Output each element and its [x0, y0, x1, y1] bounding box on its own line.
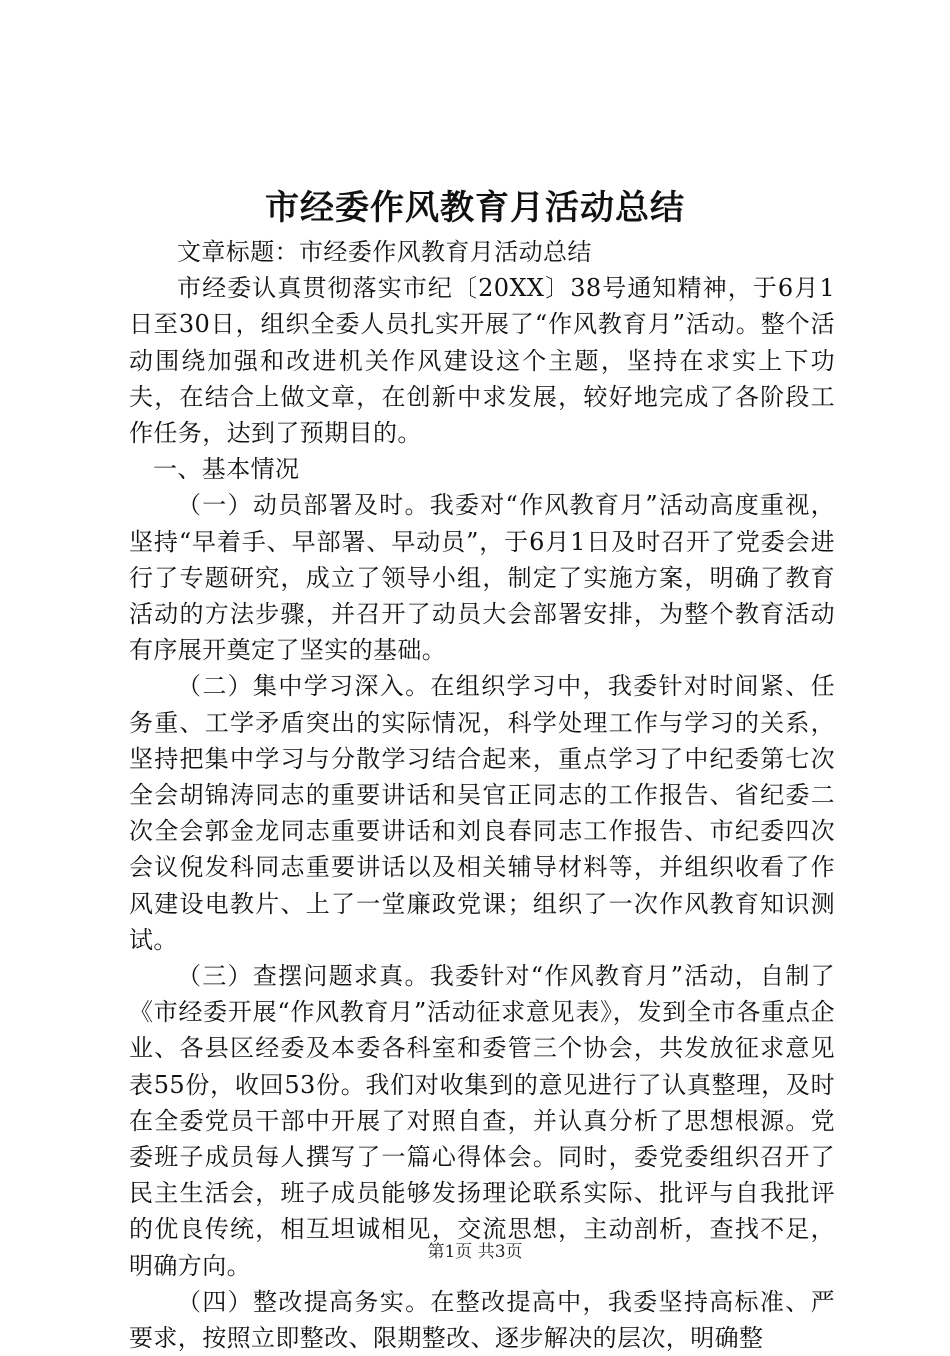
section-heading-basic-situation: 一、基本情况 — [153, 455, 300, 484]
paragraph-mobilization: （一）动员部署及时。我委对“作风教育月”活动高度重视，坚持“早着手、早部署、早动员”，于6月1日及时召开了党委会进行了专题研究，成立了领导小组，制定了实施方案，明确了教育活动的方法步骤，并召开了动员大会部署安排，为整个教育活动有序展开奠定了坚实的基础。 — [129, 491, 835, 665]
article-title-line: 文章标题：市经委作风教育月活动总结 — [177, 238, 592, 266]
document-body — [129, 234, 835, 1356]
paragraph-problem-finding: （三）查摆问题求真。我委针对“作风教育月”活动，自制了《市经委开展“作风教育月”活动征求意见表》，发到全市各重点企业、各县区经委及本委各科室和委管三个协会，共发放征求意见表55份，收回53份。我们对收集到的意见进行了认真整理，及时在全委党员干部中开展了对照自查，并认真分析了思想根源。党委班子成员每人撰写了一篇心得体会。同时，委党委组织召开了民主生活会，班子成员能够发扬理论联系实际、批评与自我批评的优良传统，相互坦诚相见，交流思想，主动剖析，查找不足，明确方向。 — [129, 962, 835, 1280]
intro-paragraph: 市经委认真贯彻落实市纪〔20XX〕38号通知精神，于6月1日至30日，组织全委人员扎实开展了“作风教育月”活动。整个活动围绕加强和改进机关作风建设这个主题，坚持在求实上下功夫，在结合上做文章，在创新中求发展，较好地完成了各阶段工作任务，达到了预期目的。 — [129, 274, 835, 448]
page-number-footer: 第1页 共3页 — [427, 1242, 523, 1262]
paragraph-rectification: （四）整改提高务实。在整改提高中，我委坚持高标准、严要求，按照立即整改、限期整改、逐步解决的层次，明确整 — [129, 1287, 835, 1353]
paragraph-study: （二）集中学习深入。在组织学习中，我委针对时间紧、任务重、工学矛盾突出的实际情况，科学处理工作与学习的关系，坚持把集中学习与分散学习结合起来，重点学习了中纪委第七次全会胡锦涛同志的重要讲话和吴官正同志的工作报告、省纪委二次全会郭金龙同志重要讲话和刘良春同志工作报告、市纪委四次会议倪发科同志重要讲话以及相关辅导材料等，并组织收看了作风建设电教片、上了一堂廉政党课；组织了一次作风教育知识测试。 — [129, 672, 835, 954]
document-title: 市经委作风教育月活动总结 — [265, 188, 685, 228]
